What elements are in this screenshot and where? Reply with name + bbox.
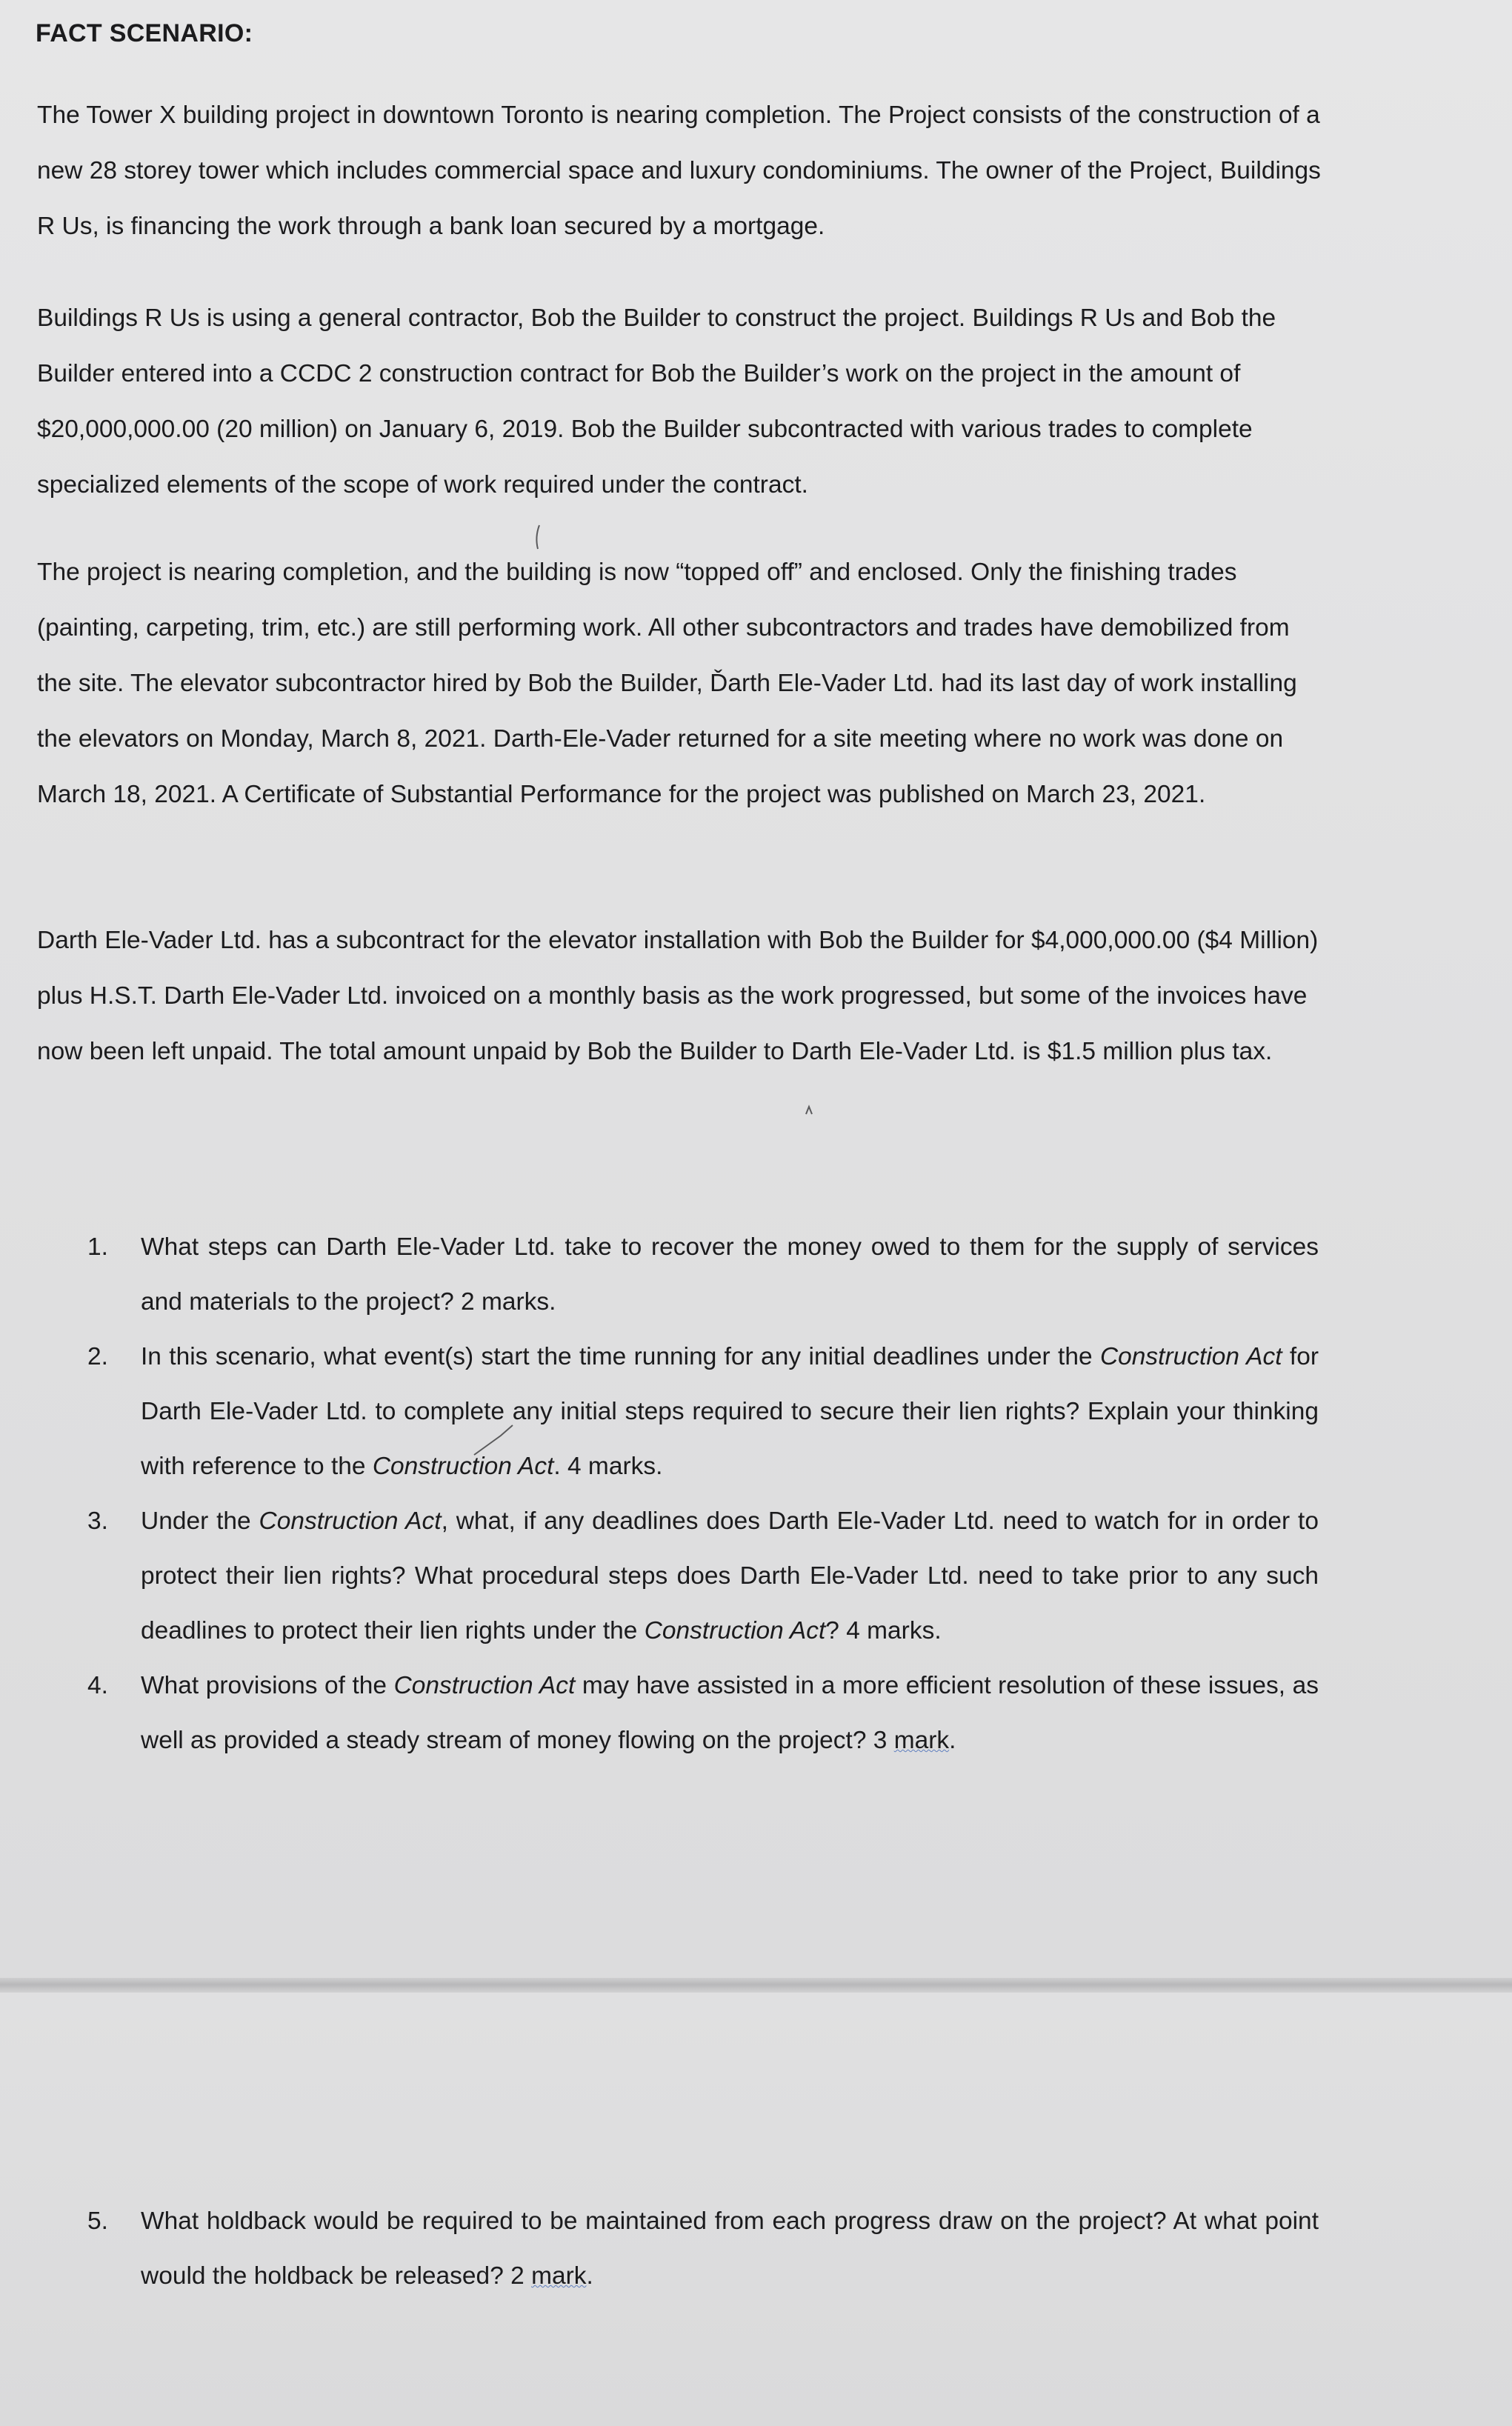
question-item <box>0 1494 1319 1659</box>
act-name: Construction Act <box>259 1507 442 1535</box>
question-number: 3. <box>87 1507 108 1535</box>
question-item <box>0 1220 1319 1330</box>
question-number: 2. <box>87 1343 108 1370</box>
act-name: Construction Act <box>372 1453 554 1480</box>
paragraph-project-overview: The Tower X building project in downtown Toronto is nearing completion. The Project consists of the construction of a new 28 storey tower which includes commercial space and luxury condominiums. The owner of the Project, Buildings R Us, is financing the work through a bank loan secured by a mortgage. <box>37 101 1321 240</box>
paragraph-subcontract-details: Darth Ele-Vader Ltd. has a subcontract for the elevator installation with Bob the Builder for $4,000,000.00 ($4 Million) plus H.S.T. Darth Ele-Vader Ltd. invoiced on a monthly basis as the work progressed, but some of the invoices have now been left unpaid. The total amount unpaid by Bob the Builder to Darth Ele-Vader Ltd. is $1.5 million plus tax. <box>37 927 1319 1065</box>
question-list-continued <box>0 2194 1512 2304</box>
page-separator <box>0 1978 1512 1993</box>
question-list <box>0 1220 1512 1768</box>
question-text: In this scenario, what event(s) start the time running for any initial deadlines under the Construction Act for Darth Ele-Vader Ltd. to complete any initial steps required to secure their lien rights? Explain your thinking with reference to the Construction Act. 4 marks. <box>141 1343 1319 1480</box>
act-name: Construction Act <box>1099 1343 1282 1370</box>
question-number: 1. <box>87 1233 108 1261</box>
question-item <box>0 1330 1319 1494</box>
act-name: Construction Act <box>393 1672 576 1699</box>
question-text: What provisions of the Construction Act may have assisted in a more efficient resolution of these issues, as well as provided a steady stream of money flowing on the project? 3 mark. <box>141 1672 1319 1754</box>
act-name: Construction Act <box>644 1617 826 1644</box>
paragraph-general-contractor: Buildings R Us is using a general contractor, Bob the Builder to construct the project. Buildings R Us and Bob the Builder entered into a CCDC 2 construction contract for Bob the Builder’s work on the project in the amount of $20,000,000.00 (20 million) on January 6, 2019. Bob the Builder subcontracted with various trades to complete specialized elements of the scope of work required under the contract. <box>37 304 1276 499</box>
spellcheck-underlined-word: mark <box>893 1727 950 1754</box>
document-heading: FACT SCENARIO: <box>36 19 253 47</box>
stray-pen-mark <box>530 522 545 552</box>
question-number: 5. <box>87 2207 108 2235</box>
question-text: What holdback would be required to be maintained from each progress draw on the project? At what point would the holdback be released? 2 mark. <box>141 2207 1319 2290</box>
question-number: 4. <box>87 1672 108 1699</box>
stray-pen-mark <box>471 1422 516 1459</box>
spellcheck-underlined-word: mark <box>531 2262 587 2290</box>
question-item <box>0 2194 1319 2304</box>
question-item <box>0 1659 1319 1768</box>
paragraph-project-status: The project is nearing completion, and the building is now “topped off” and enclosed. Only the finishing trades (painting, carpeting, trim, etc.) are still performing work. All other subcontractors and trades have demobilized from the site. The elevator subcontractor hired by Bob the Builder, Ďarth Ele-Vader Ltd. had its last day of work installing the elevators on Monday, March 8, 2021. Darth-Ele-Vader returned for a site meeting where no work was done on March 18, 2021. A Certificate of Substantial Performance for the project was published on March 23, 2021. <box>37 559 1297 808</box>
question-text: What steps can Darth Ele-Vader Ltd. take to recover the money owed to them for the supply of services and materials to the project? 2 marks. <box>141 1233 1319 1316</box>
question-text: Under the Construction Act, what, if any deadlines does Darth Ele-Vader Ltd. need to watch for in order to protect their lien rights? What procedural steps does Darth Ele-Vader Ltd. need to take prior to any such deadlines to protect their lien rights under the Construction Act? 4 marks. <box>141 1507 1319 1644</box>
stray-pen-mark <box>802 1102 816 1117</box>
